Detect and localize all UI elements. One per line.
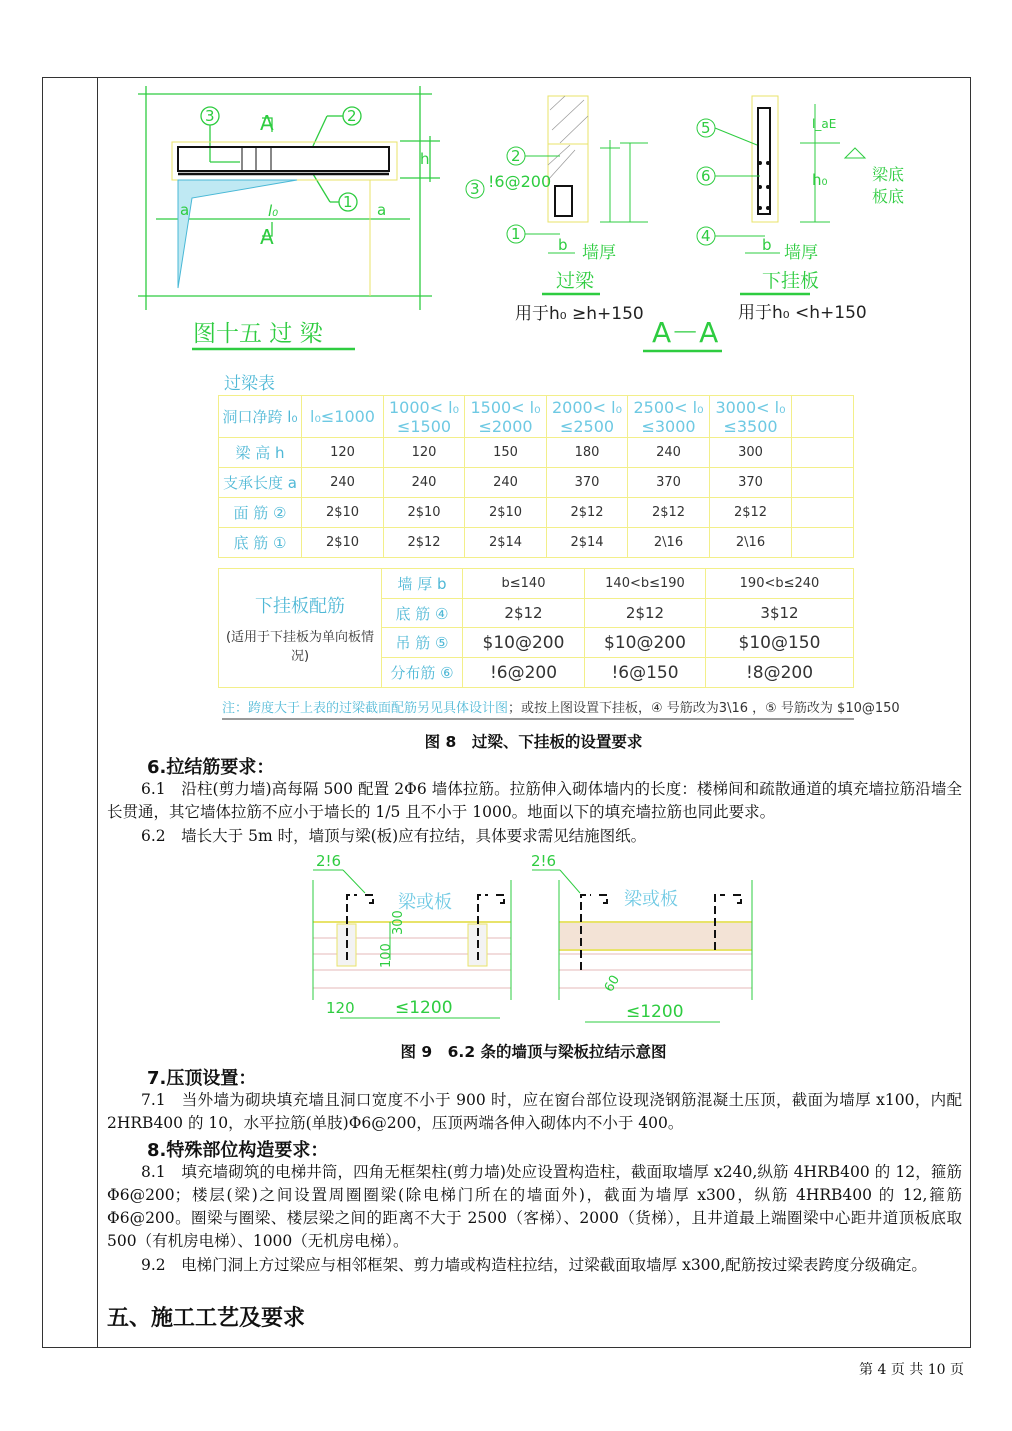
lintel-table-title: 过梁表 xyxy=(224,374,275,394)
beam-section-title: 过梁 xyxy=(556,270,595,292)
cell: 240 xyxy=(628,438,710,468)
cell: 2\16 xyxy=(710,528,792,558)
header-cell: 洞口净跨 l₀ xyxy=(219,396,302,438)
cell: !6@150 xyxy=(585,658,706,688)
beam-figure-title: 图十五 过 梁 xyxy=(193,321,323,347)
section-5-heading: 五、施工工艺及要求 xyxy=(107,1306,306,1331)
beam-or-slab-left: 梁或板 xyxy=(398,892,452,913)
stirrup-label: !6@200 xyxy=(488,172,552,191)
hanging-callout-6: 6 xyxy=(701,167,711,185)
cell: !8@200 xyxy=(706,658,854,688)
note-part-1: 注：跨度大于上表的过梁截面配筋另见具体设计图 xyxy=(222,701,509,716)
header-cell: 1000< l₀ ≤1500 xyxy=(384,396,465,438)
cell: 2$10 xyxy=(384,498,465,528)
dim-a-left: a xyxy=(180,201,190,219)
paragraph-6-1: 6.1 沿柱(剪力墙)高每隔 500 配置 2Φ6 墙体拉筋。拉筋伸入砌体墙内的长度：楼梯间和疏散通道的填充墙拉筋沿墙全长贯通，其它墙体拉筋不应小于墙长的 1/5 且不小于 1000。地面以下的填充墙拉筋也同此要求。 xyxy=(107,780,962,821)
cell: 120 xyxy=(384,438,465,468)
hanging-note: 用于h₀ <h+150 xyxy=(738,303,867,323)
cell: 2$14 xyxy=(465,528,547,558)
row-label: 支承长度 a xyxy=(219,468,302,498)
cell: 120 xyxy=(302,438,384,468)
callout-3: 3 xyxy=(205,107,215,125)
cell: 180 xyxy=(547,438,628,468)
section-6-heading: 6.拉结筋要求： xyxy=(147,757,275,778)
cell: 240 xyxy=(465,468,547,498)
page-number: 第 4 页 共 10 页 xyxy=(859,1362,964,1378)
cell: 370 xyxy=(547,468,628,498)
cell: 2$10 xyxy=(302,528,384,558)
cell: 2$12 xyxy=(628,498,710,528)
cell: 2\16 xyxy=(628,528,710,558)
row-label: 吊 筋 ⑤ xyxy=(382,628,463,658)
row-label: 梁 高 h xyxy=(219,438,302,468)
bar-label-right: 2!6 xyxy=(531,852,557,870)
header-cell: 2000< l₀ ≤2500 xyxy=(547,396,628,438)
section-8-heading: 8.特殊部位构造要求： xyxy=(147,1140,329,1161)
row-label: 墙 厚 b xyxy=(382,569,463,599)
dim-l0: l₀ xyxy=(268,202,279,220)
wall-thickness-label: 墙厚 xyxy=(582,243,616,263)
dim-1200-left: ≤1200 xyxy=(395,998,453,1018)
dim-h: h xyxy=(420,150,430,168)
cell: 2$14 xyxy=(547,528,628,558)
cell: 370 xyxy=(710,468,792,498)
aa-title: A－A xyxy=(652,316,719,349)
cell: !6@200 xyxy=(463,658,585,688)
header-cell: 3000< l₀ ≤3500 xyxy=(710,396,792,438)
paragraph-9-2: 9.2 电梯门洞上方过梁应与相邻框架、剪力墙或构造柱拉结，过梁截面取墙厚 x300,配筋按过梁表跨度分级确定。 xyxy=(141,1256,927,1274)
cell: 190<b≤240 xyxy=(706,569,854,599)
beam-bottom-label: 梁底 xyxy=(872,165,905,184)
header-cell: 2500< l₀ ≤3000 xyxy=(628,396,710,438)
hanging-dim-b: b xyxy=(762,236,772,254)
dim-60: 60 xyxy=(601,972,624,995)
paragraph-8-1: 8.1 填充墙砌筑的电梯井筒，四角无框架柱(剪力墙)处应设置构造柱，截面取墙厚 x240,纵筋 4HRB400 的 12，箍筋Φ6@200；楼层(梁)之间设置周圈圈梁(除电梯门所在的墙面外)，截面为墙厚 x300，纵筋 4HRB400 的 12,箍筋Φ6@200。圈梁与圈梁、楼层梁之间的距离不大于 2500（客梯）、2000（货梯），且井道最上端圈梁中心距井道顶板底取 500（有机房电梯）、1000（无机房电梯）。 xyxy=(107,1163,962,1250)
cell: 140<b≤190 xyxy=(585,569,706,599)
cell: 3$12 xyxy=(706,599,854,628)
cell: 2$12 xyxy=(547,498,628,528)
cell: 2$12 xyxy=(585,599,706,628)
row-label: 底 筋 ④ xyxy=(382,599,463,628)
cell: $10@150 xyxy=(706,628,854,658)
paragraph-6-2: 6.2 墙长大于 5m 时，墙顶与梁(板)应有拉结，具体要求需见结施图纸。 xyxy=(141,827,647,845)
dim-a-right: a xyxy=(377,201,387,219)
section-callout-3: 3 xyxy=(470,180,480,198)
section-callout-2: 2 xyxy=(511,147,521,165)
paragraph-7-1: 7.1 当外墙为砌块填充墙且洞口宽度不小于 900 时，应在窗台部位设现浇钢筋混凝土压顶，截面为墙厚 x100，内配 2HRB400 的 10，水平拉筋(单肢)Φ6@200，压顶两端各伸入砌体内不小于 400。 xyxy=(107,1091,962,1132)
dim-1200-right: ≤1200 xyxy=(626,1002,684,1022)
hanging-table-subtitle: (适用于下挂板为单向板情况) xyxy=(225,630,375,664)
section-mark-a-bottom: A xyxy=(260,225,274,249)
beam-or-slab-right: 梁或板 xyxy=(624,889,678,910)
cell: 2$12 xyxy=(710,498,792,528)
cell: $10@200 xyxy=(463,628,585,658)
header-cell: l₀≤1000 xyxy=(302,396,384,438)
cell: 150 xyxy=(465,438,547,468)
hanging-callout-4: 4 xyxy=(701,227,711,245)
cell: 300 xyxy=(710,438,792,468)
hanging-callout-5: 5 xyxy=(701,119,711,137)
section-7-heading: 7.压顶设置： xyxy=(147,1068,257,1089)
hanging-table-title: 下挂板配筋 xyxy=(255,596,345,617)
dim-h0: h₀ xyxy=(812,171,828,189)
callout-1: 1 xyxy=(343,193,353,211)
row-label: 分布筋 ⑥ xyxy=(382,658,463,688)
hanging-wall-label: 墙厚 xyxy=(784,243,818,263)
figure-8-caption: 图 8 过梁、下挂板的设置要求 xyxy=(424,733,643,751)
figure-9-caption: 图 9 6.2 条的墙顶与梁板拉结示意图 xyxy=(400,1043,667,1061)
dim-lae: l_aE xyxy=(812,117,837,131)
row-label: 面 筋 ② xyxy=(219,498,302,528)
cell: $10@200 xyxy=(585,628,706,658)
dim-300: 300 xyxy=(391,910,406,935)
cell: 240 xyxy=(384,468,465,498)
header-cell: 1500< l₀ ≤2000 xyxy=(465,396,547,438)
bar-label-left: 2!6 xyxy=(316,852,342,870)
hanging-title: 下挂板 xyxy=(762,270,820,292)
row-label: 底 筋 ① xyxy=(219,528,302,558)
cell: 2$12 xyxy=(384,528,465,558)
cell: 2$10 xyxy=(465,498,547,528)
note-part-2: ；或按上图设置下挂板，④ 号筋改为3\16 ，⑤ 号筋改为 $10@150 xyxy=(508,701,900,716)
beam-section-note: 用于h₀ ≥h+150 xyxy=(515,304,644,324)
cell: 370 xyxy=(628,468,710,498)
slab-bottom-label: 板底 xyxy=(872,187,905,206)
cell: b≤140 xyxy=(463,569,585,599)
cell: 2$12 xyxy=(463,599,585,628)
cell: 2$10 xyxy=(302,498,384,528)
cell: 240 xyxy=(302,468,384,498)
dim-b: b xyxy=(558,236,568,254)
section-mark-a: A xyxy=(260,111,274,135)
dim-100: 100 xyxy=(379,943,394,968)
dim-120: 120 xyxy=(326,999,355,1017)
section-callout-1: 1 xyxy=(511,225,521,243)
callout-2: 2 xyxy=(347,107,357,125)
